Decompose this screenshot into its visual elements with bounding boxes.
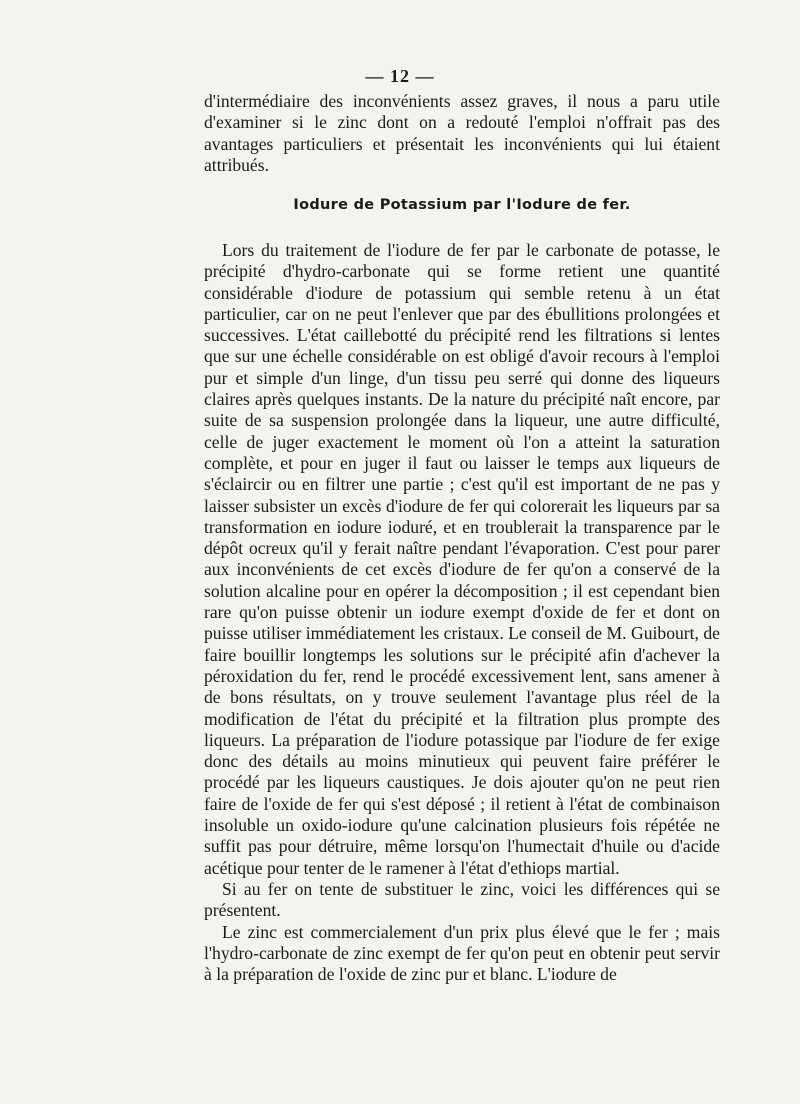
section-heading: Iodure de Potassium par l'Iodure de fer.	[293, 197, 631, 213]
page-number: — 12 —	[365, 66, 435, 86]
body-paragraph: Lors du traitement de l'iodure de fer par le carbonate de potasse, le précipité d'hydro-carbonate qui se forme retient une quantité considérable d'iodure de potassium qui semble retenu à un état particulier, car on ne peut l'enlever que par des ébullitions prolongées et successives. L'état caillebotté du précipité rend les filtrations si lentes que sur une échelle considérable on est obligé d'avoir recours à l'emploi pur et simple d'un linge, d'un tissu peu serré qui donne des liqueurs claires après quelques instants. De la nature du précipité naît encore, par suite de sa suspension prolongée dans la liqueur, une autre difficulté, celle de juger exactement le moment où l'on a atteint la saturation complète, et pour en juger il faut ou laisser le temps aux liqueurs de s'éclaircir ou en filtrer une partie ; c'est qu'il est important de ne pas y laisser subsister un excès d'iodure de fer qui colorerait les liqueurs par sa transformation en iodure ioduré, et en troublerait la transparence par le dépôt ocreux qu'il y ferait naître pendant l'évaporation. C'est pour parer aux inconvénients de cet excès d'iodure de fer qu'on a conservé de la solution alcaline pour en opérer la décomposition ; il est cependant bien rare qu'on puisse obtenir un iodure exempt d'oxide de fer et dont on puisse utiliser immédiatement les cristaux. Le conseil de M. Guibourt, de faire bouillir longtemps les solutions sur le précipité afin d'achever la péroxidation du fer, rend le procédé excessivement lent, sans amener à de bons résultats, on y trouve seulement l'avantage plus réel de la modification de l'état du précipité et la filtration plus prompte des liqueurs. La préparation de l'iodure potassique par l'iodure de fer exige donc des détails au moins minutieux qui peuvent faire préférer le procédé par les liqueurs caustiques. Je dois ajouter qu'on ne peut rien faire de l'oxide de fer qui s'est déposé ; il retient à l'état de combinaison insoluble un oxido-iodure qu'une calcination plusieurs fois répétée ne suffit pas pour détruire, même lorsqu'on l'humectait d'huile ou d'acide acétique pour tenter de le ramener à l'état d'ethiops martial.	[204, 240, 720, 878]
body-text	[204, 240, 720, 985]
intro-line: d'intermédiaire des inconvénients assez graves, il nous a paru utile	[204, 91, 720, 111]
intro-line: avantages particuliers et présentait les inconvénients qui lui étaient	[204, 133, 720, 154]
intro-line: d'examiner si le zinc dont on a redouté l'emploi n'offrait pas des	[204, 112, 720, 133]
intro-line: attribués.	[204, 154, 269, 175]
intro-paragraph	[204, 91, 720, 176]
intro-text	[204, 91, 720, 176]
body-paragraph: Si au fer on tente de substituer le zinc, voici les différences qui se présentent.	[204, 878, 720, 921]
body-paragraph: Le zinc est commercialement d'un prix plus élevé que le fer ; mais l'hydro-carbonate de zinc exempt de fer qu'on peut en obtenir peut servir à la préparation de l'oxide de zinc pur et blanc. L'iodure de	[204, 921, 720, 985]
